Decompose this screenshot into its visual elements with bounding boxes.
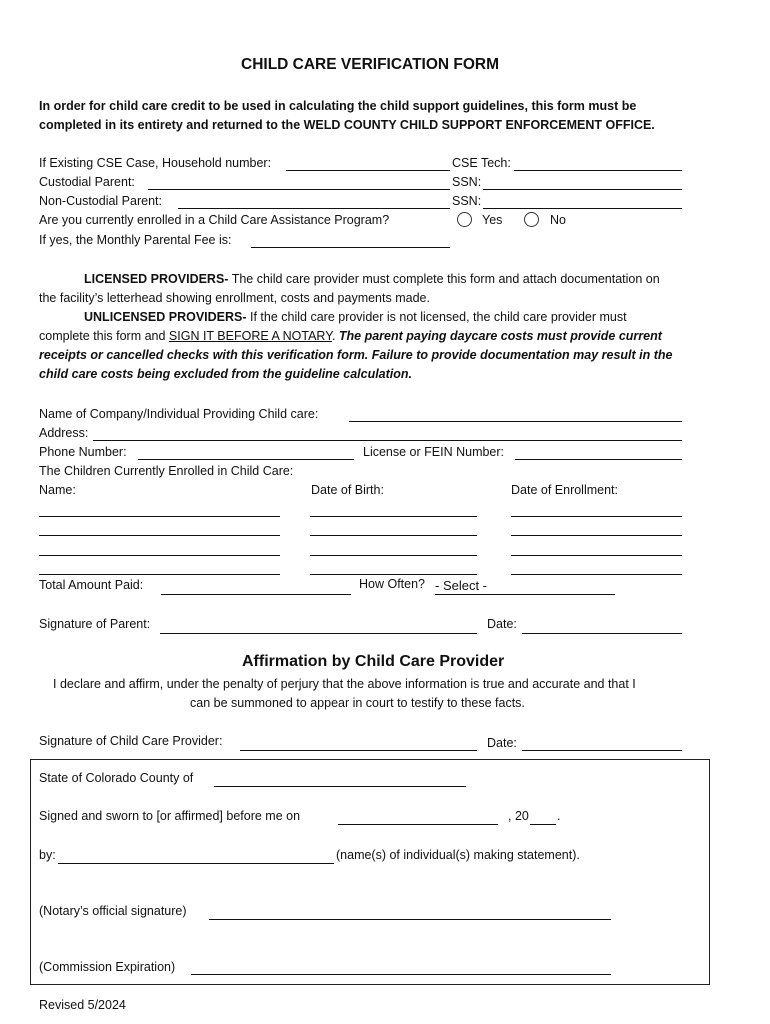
revision-date: Revised 5/2024 [39,998,126,1012]
licensed-providers-line-1 [84,270,660,289]
custodial-ssn-field[interactable] [483,174,682,190]
noncustodial-parent-label: Non-Custodial Parent: [39,194,162,208]
parent-date-label: Date: [487,617,517,631]
cse-tech-field[interactable] [514,155,682,171]
intro-line-1: In order for child care credit to be used in calculating the child support guidelines, this form must be [39,99,637,113]
notary-signature-label: (Notary’s official signature) [39,904,187,918]
child-enrollment-column-header: Date of Enrollment: [511,483,618,497]
child-2-enrollment-field[interactable] [511,520,682,536]
yes-label: Yes [482,213,503,227]
child-1-name-field[interactable] [39,501,280,517]
child-2-dob-field[interactable] [310,520,477,536]
commission-expiration-field[interactable] [191,959,611,975]
parent-signature-field[interactable] [160,618,477,634]
by-label: by: [39,848,56,862]
license-number-label: License or FEIN Number: [363,445,505,459]
child-3-enrollment-field[interactable] [511,540,682,556]
license-number-field[interactable] [515,444,682,460]
custodial-parent-field[interactable] [148,174,450,190]
yes-radio[interactable] [457,212,472,227]
licensed-providers-text-1: The child care provider must complete this form and attach documentation on [228,272,660,286]
how-often-selected-value: - Select - [435,578,488,593]
notary-requirement: SIGN IT BEFORE A NOTARY [168,329,332,343]
child-4-name-field[interactable] [39,559,280,575]
parent-signature-label: Signature of Parent: [39,617,151,631]
noncustodial-ssn-label: SSN: [452,194,482,208]
cse-tech-label: CSE Tech: [452,156,511,170]
child-4-dob-field[interactable] [310,559,477,575]
unlicensed-providers-heading: UNLICENSED PROVIDERS- [84,310,247,324]
parent-date-field[interactable] [522,618,682,634]
child-3-dob-field[interactable] [310,540,477,556]
year-field[interactable] [530,809,556,825]
by-suffix: (name(s) of individual(s) making statement). [336,848,580,862]
child-2-name-field[interactable] [39,520,280,536]
monthly-fee-field[interactable] [251,232,450,248]
no-label: No [550,213,566,227]
custodial-ssn-label: SSN: [452,175,482,189]
commission-expiration-label: (Commission Expiration) [39,960,176,974]
licensed-providers-heading: LICENSED PROVIDERS- [84,272,229,286]
enrollment-question: Are you currently enrolled in a Child Care Assistance Program? [39,213,390,227]
company-name-field[interactable] [349,406,682,422]
sworn-date-label: Signed and sworn to [or affirmed] before me on [39,809,301,823]
unlicensed-providers-text-1: If the child care provider is not licensed, the child care provider must [246,310,627,324]
total-amount-label: Total Amount Paid: [39,578,144,592]
how-often-select[interactable] [435,578,615,595]
monthly-fee-label: If yes, the Monthly Parental Fee is: [39,233,232,247]
year-suffix: . [557,809,561,823]
county-field[interactable] [214,771,466,787]
children-enrolled-label: The Children Currently Enrolled in Child Care: [39,464,294,478]
provider-date-label: Date: [487,736,517,750]
licensed-providers-line-2: the facility’s letterhead showing enrollment, costs and payments made. [39,291,430,305]
household-number-field[interactable] [286,155,450,171]
provider-date-field[interactable] [522,735,682,751]
individual-name-field[interactable] [58,848,334,864]
affirmation-title: Affirmation by Child Care Provider [242,653,505,670]
unlicensed-providers-line-2 [39,327,662,346]
parent-requirement-1: The parent paying daycare costs must provide current [338,329,662,343]
state-county-label: State of Colorado County of [39,771,194,785]
unlicensed-text-2b: . [331,329,339,343]
company-name-label: Name of Company/Individual Providing Child care: [39,407,319,421]
provider-signature-field[interactable] [240,735,477,751]
no-radio[interactable] [524,212,539,227]
sworn-date-field[interactable] [338,809,498,825]
unlicensed-text-2a: complete this form and [39,329,169,343]
year-prefix: , 20 [508,809,529,823]
phone-number-label: Phone Number: [39,445,127,459]
noncustodial-parent-field[interactable] [178,193,450,209]
custodial-parent-label: Custodial Parent: [39,175,135,189]
notary-section [30,759,710,985]
provider-signature-label: Signature of Child Care Provider: [39,734,223,748]
unlicensed-providers-line-1 [84,308,627,327]
parent-requirement-3: child care costs being excluded from the guideline calculation. [39,367,413,381]
child-3-name-field[interactable] [39,540,280,556]
phone-number-field[interactable] [138,444,354,460]
address-label: Address: [39,426,89,440]
child-1-enrollment-field[interactable] [511,501,682,517]
how-often-label: How Often? [359,577,426,591]
child-4-enrollment-field[interactable] [511,559,682,575]
parent-requirement-2: receipts or cancelled checks with this verification form. Failure to provide documentation may result in the [39,348,673,362]
child-dob-column-header: Date of Birth: [311,483,384,497]
household-number-label: If Existing CSE Case, Household number: [39,156,272,170]
affirmation-text-2: can be summoned to appear in court to testify to these facts. [190,696,525,710]
affirmation-text-1: I declare and affirm, under the penalty of perjury that the above information is true and accurate and that I [53,677,636,691]
noncustodial-ssn-field[interactable] [483,193,682,209]
child-name-column-header: Name: [39,483,76,497]
child-1-dob-field[interactable] [310,501,477,517]
notary-signature-field[interactable] [209,904,611,920]
intro-line-2: completed in its entirety and returned to the WELD COUNTY CHILD SUPPORT ENFORCEMENT OFFICE. [39,118,655,132]
form-title: CHILD CARE VERIFICATION FORM [241,56,500,73]
address-field[interactable] [93,425,682,441]
total-amount-field[interactable] [161,579,351,595]
